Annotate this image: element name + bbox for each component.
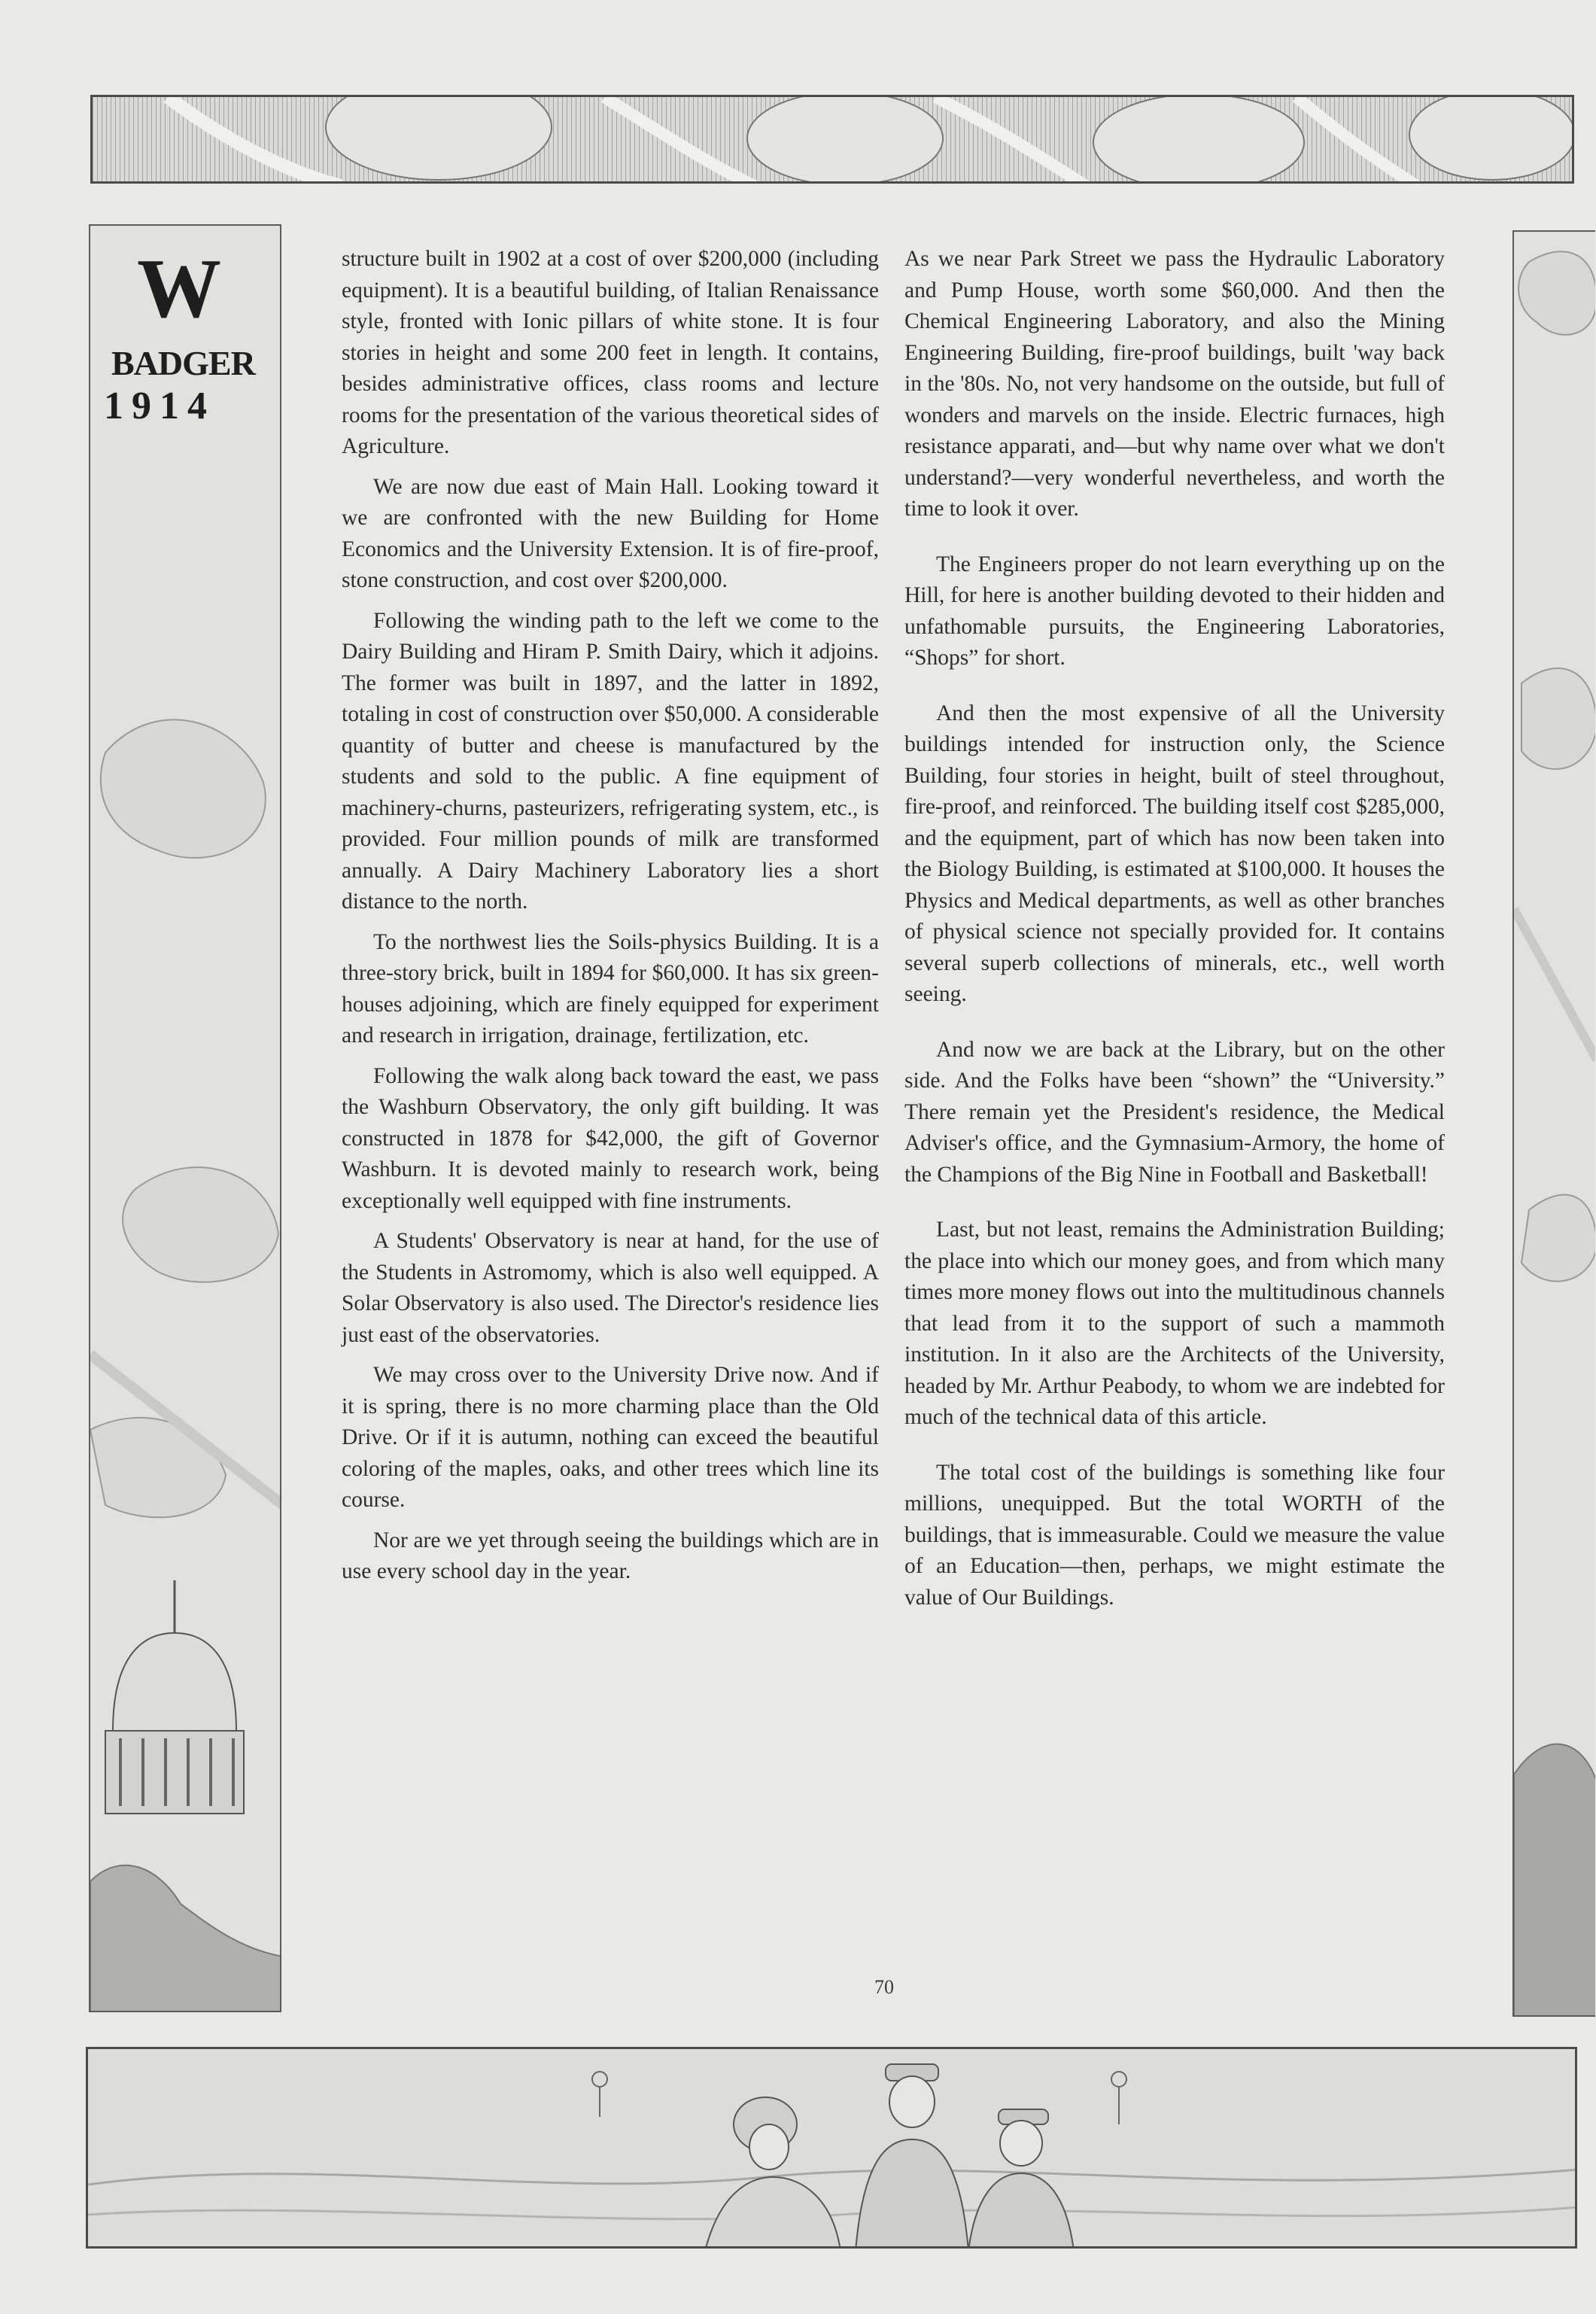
top-decorative-band <box>90 95 1574 184</box>
paragraph: And then the most expensive of all the University buildings intended for instruction only, the Science Building, four stories in height, built of steel throughout, fire-proof, and reinforced. The building itself cost $285,000, and the equipment, part of which has now been taken into the Biology Building, is estimated at $100,000. It houses the Physics and Medical departments, as well as other branches of physical science not specially provided for. It contains several superb collections of minerals, etc., well worth seeing. <box>904 701 1445 1006</box>
bottom-decorative-band <box>86 2047 1577 2249</box>
paragraph: Following the winding path to the left we come to the Dairy Building and Hiram P. Smith Dairy, which it adjoins. The former was built in 1897, and the latter in 1892, totaling in cost of construction over $50,000. A considerable quantity of butter and cheese is manufactured by the students and sold to the public. A fine equipment of machinery-churns, pasteurizers, refrigerating system, etc., is provided. Four million pounds of milk are transformed annually. A Dairy Machinery Laboratory lies a short distance to the north. <box>342 608 879 914</box>
article-column-left <box>342 244 879 1597</box>
paragraph: A Students' Observatory is near at hand, for the use of the Students in Astromomy, which is also well equipped. A Solar Observatory is also used. The Director's residence lies just east of the observatories. <box>342 1229 879 1347</box>
right-decorative-panel <box>1512 230 1595 2017</box>
badge-letter: W <box>137 242 221 336</box>
paragraph: The Engineers proper do not learn everything up on the Hill, for here is another building devoted to their hidden and unfathomable pursuits, the Engineering Laboratories, “Shops” for short. <box>904 552 1445 670</box>
badge-name: BADGER <box>111 344 255 382</box>
paragraph: To the northwest lies the Soils-physics Building. It is a three-story brick, built in 1894 for $60,000. It has six green-houses adjoining, which are finely equipped for experiment and research in irrigation, drainage, fertilization, etc. <box>342 929 879 1048</box>
paragraph: As we near Park Street we pass the Hydraulic Laboratory and Pump House, worth some $60,000. And then the Chemical Engineering Laboratory, and also the Mining Engineering Building, fire-proof buildings, built 'way back in the '80s. No, not very handsome on the outside, but full of wonders and marvels on the inside. Electric furnaces, high resistance apparati, and—but why name over what we don't understand?—very wonderful nevertheless, and worth the time to look it over. <box>904 247 1445 521</box>
top-band-illustration <box>93 97 1574 184</box>
paragraph: Following the walk along back toward the east, we pass the Washburn Observatory, the only gift building. It was constructed in 1878 for $42,000, the gift of Governor Washburn. It is devoted mainly to research work, being exceptionally well equipped with fine instruments. <box>342 1063 879 1213</box>
capitol-dome-illustration <box>90 1580 281 2012</box>
paragraph: The total cost of the buildings is something like four millions, unequipped. But the total WORTH of the buildings, that is immeasurable. Could we measure the value of an Education—then, perhaps, we might estimate the value of Our Buildings. <box>904 1460 1445 1610</box>
left-decorative-panel <box>89 224 281 2012</box>
badge-year: 1914 <box>104 385 215 427</box>
right-panel-illustration <box>1514 232 1595 2017</box>
paragraph: And now we are back at the Library, but on the other side. And the Folks have been “shown” the “University.” There remain yet the President's residence, the Medical Adviser's office, and the Gymnasium-Armory, the home of the Champions of the Big Nine in Football and Basketball! <box>904 1037 1445 1187</box>
paragraph: structure built in 1902 at a cost of over $200,000 (including equipment). It is a beautiful building, of Italian Renaissance style, fronted with Ionic pillars of white stone. It is four stories in height and some 200 feet in length. It contains, besides administrative offices, class rooms and lecture rooms for the presentation of the various theoretical sides of Agriculture. <box>342 247 879 458</box>
article-column-right <box>904 244 1445 1622</box>
paragraph: Last, but not least, remains the Administration Building; the place into which our money goes, and from which many times more money flows out into the multitudinous channels that lead from it to the support of such a mammoth institution. In it also are the Architects of the University, headed by Mr. Arthur Peabody, to whom we are indebted for much of the technical data of this article. <box>904 1218 1445 1429</box>
left-panel-illustration <box>90 226 281 2012</box>
paragraph: We may cross over to the University Drive now. And if it is spring, there is no more charming place than the Old Drive. Or if it is autumn, nothing can exceed the beautiful coloring of the maples, oaks, and other trees which line its course. <box>342 1363 879 1512</box>
paragraph: We are now due east of Main Hall. Looking toward it we are confronted with the new Building for Home Economics and the University Extension. It is of fire-proof, stone construction, and cost over $200,000. <box>342 474 879 592</box>
bottom-band-illustration <box>88 2049 1577 2249</box>
page-number: 70 <box>874 1976 894 1998</box>
paragraph: Nor are we yet through seeing the buildings which are in use every school day in the year. <box>342 1528 879 1583</box>
